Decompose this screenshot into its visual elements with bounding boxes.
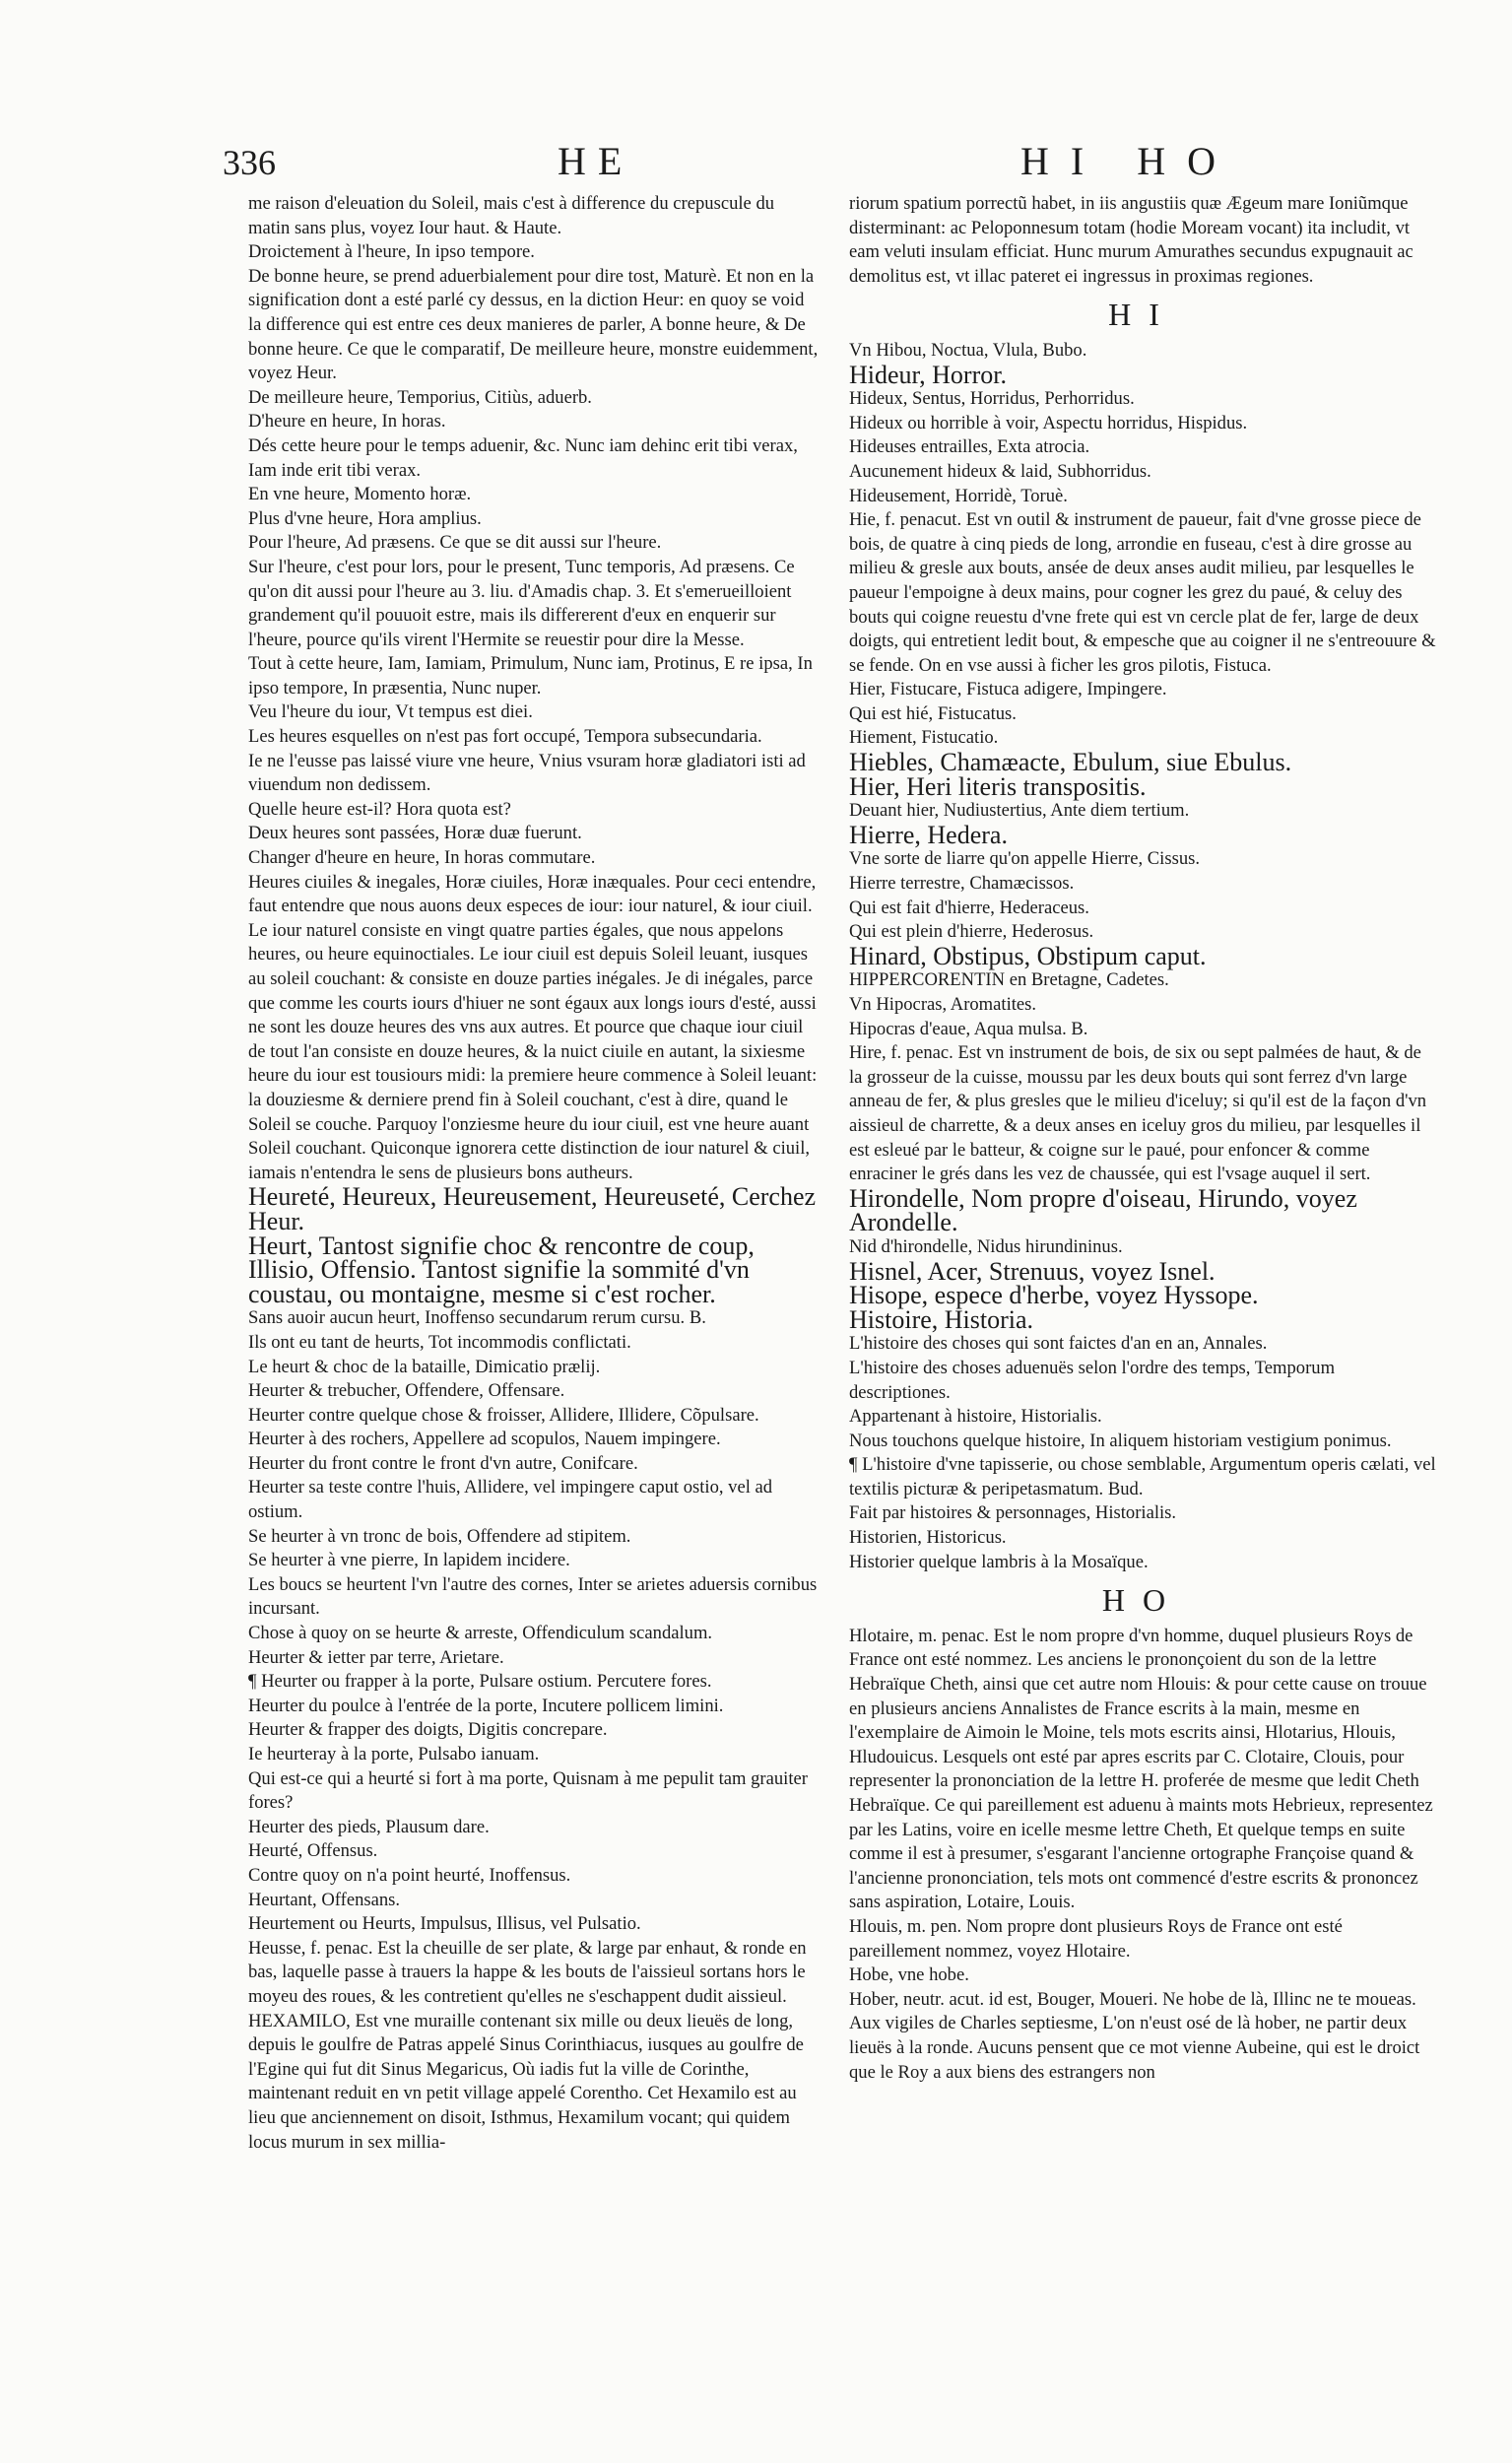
entry: Hideux, Sentus, Horridus, Perhorridus. <box>849 388 1135 410</box>
entry: Heurter des pieds, Plausum dare. <box>248 1816 490 1837</box>
entry-heading: Hideur, Horror. <box>849 360 1007 389</box>
entry: Changer d'heure en heure, In horas commutare. <box>248 847 596 869</box>
entry: Heurter & trebucher, Offendere, Offensare. <box>248 1380 565 1402</box>
entry: Quelle heure est-il? Hora quota est? <box>248 798 511 820</box>
running-head-left: HE <box>558 139 634 183</box>
entry-heading: Histoire, Historia. <box>849 1304 1034 1334</box>
entry: Hipocras d'eaue, Aqua mulsa. B. <box>849 1018 1088 1039</box>
entry: Appartenant à histoire, Historialis. <box>849 1406 1102 1428</box>
entry: Hlotaire, m. penac. Est le nom propre d'vn homme, duquel plusieurs Roys de France ont esté nommez. Les anciens le prononçoient du son de la lettre Hebraïque Cheth, ainsi que cet autre nom Hlouis: & pour cette cause on trouue en plusieurs anciens Annalistes de France escrits à la main, mesme en l'exemplaire de Aimoin le Moine, tels mots escrits ainsi, Hlotarius, Hlouis, Hludouicus. Lesquels ont esté par apres escrits par C. Clotaire, Clouis, pour representer la prononciation de la lettre H. proferée de mesme que ledit Cheth Hebraïque. Ce qui pareillement est aduenu à maints mots Hebrieux, representez par les Latins, voire en icelle mesme lettre Cheth, Et quelque temps en suite comme il est à presumer, s'esgarant l'ancienne ortographe Françoise quand & l'ancienne prononciation, tels mots ont commencé d'estre escrits & prononcez sans aspiration, Lotaire, Louis. <box>849 1625 1433 1913</box>
left-column <box>248 192 820 2155</box>
section-heading-hi: HI <box>1108 297 1177 333</box>
entry-heading: Hierre, Hedera. <box>849 820 1008 849</box>
entry: ¶ Heurter ou frapper à la porte, Pulsare ostium. Percutere fores. <box>248 1671 712 1693</box>
entry: Heures ciuiles & inegales, Horæ ciuiles, Horæ inæquales. Pour ceci entendre, faut entendre que nous auons deux especes de iour: iour naturel, & iour ciuil. Le iour naturel consiste en vingt quatre parties égales, que nous appelons heures, ou heure equinoctiales. Le iour ciuil est depuis Soleil leuant, iusques au soleil couchant: & consiste en douze parties inégales. Je di inégales, parce que comme les courts iours d'hiuer ne sont égaux aux longs iours d'esté, aussi ne sont les douze heures des vns aux autres. Et pource que chaque iour ciuil de tout l'an consiste en douze heures, & la nuict ciuile en autant, la sixiesme heure du iour est tousiours midi: la premiere heure commence à Soleil leuant: la douziesme & derniere prend fin à Soleil couchant, c'est à dire, quand le Soleil se couche. Parquoy l'onziesme heure du iour ciuil, est vne heure auant Soleil couchant. Quiconque ignorera cette distinction de iour naturel & ciuil, iamais n'entendra le sens de plusieurs bons autheurs. <box>248 871 818 1183</box>
entry: Dés cette heure pour le temps aduenir, &c. Nunc iam dehinc erit tibi verax, Iam inde erit tibi verax. <box>248 434 798 481</box>
entry: De bonne heure, se prend aduerbialement pour dire tost, Maturè. Et non en la signification dont a esté parlé cy dessus, en la diction Heur: en quoy se void la difference qui est entre ces deux manieres de parler, A bonne heure, & De bonne heure. Ce que le comparatif, De meilleure heure, monstre euidemment, voyez Heur. <box>248 265 819 384</box>
entry: Deuant hier, Nudiustertius, Ante diem tertium. <box>849 800 1190 822</box>
entry: Deux heures sont passées, Horæ duæ fuerunt. <box>248 823 582 844</box>
entry: Heurter à des rochers, Appellere ad scopulos, Nauem impingere. <box>248 1429 721 1450</box>
entry: Qui est plein d'hierre, Hederosus. <box>849 921 1094 943</box>
running-head-right: HI HO <box>1020 139 1237 183</box>
entry: Hier, Fistucare, Fistuca adigere, Impingere. <box>849 679 1167 700</box>
entry: Le heurt & choc de la bataille, Dimicatio prælij. <box>248 1356 601 1377</box>
entry: Heurter sa teste contre l'huis, Allidere, vel impingere caput ostio, vel ad ostium. <box>248 1477 773 1523</box>
entry: Se heurter à vn tronc de bois, Offendere ad stipitem. <box>248 1525 631 1547</box>
entry: Vn Hibou, Noctua, Vlula, Bubo. <box>849 339 1087 361</box>
entry-heading: Hisnel, Acer, Strenuus, voyez Isnel. <box>849 1256 1216 1286</box>
entry: Heurtement ou Heurts, Impulsus, Illisus, vel Pulsatio. <box>248 1913 641 1935</box>
entry: Qui est-ce qui a heurté si fort à ma porte, Quisnam à me pepulit tam grauiter fores? <box>248 1767 808 1814</box>
entry: Hire, f. penac. Est vn instrument de bois, de six ou sept palmées de haut, & de la grosseur de la cuisse, moussu par les deux bouts qui sont ferrez d'vn large anneau de fer, & plus gresles que le milieu d'iceluy; si qu'il est de la façon d'vn aissieul de charrette, & a deux anses en iceluy gros du milieu, par lesquelles il est esleué par le batteur, & coigne sur le paué, pour enfoncer & comme enraciner le grés dans les vez de chaussée, qui est l'vsage auquel il sert. <box>849 1042 1427 1185</box>
entry: L'histoire des choses qui sont faictes d'an en an, Annales. <box>849 1333 1268 1355</box>
entry: HEXAMILO, Est vne muraille contenant six mille ou deux lieuës de long, depuis le goulfre de Patras appelé Sinus Corinthiacus, iusques au goulfre de l'Egine qui fut dit Sinus Megaricus, Où iadis fut la ville de Corinthe, maintenant reduit en vn petit village appelé Corentho. Cet Hexamilo est au lieu que anciennement on disoit, Isthmus, Hexamilum vocant; qui quidem locus murum in sex millia- <box>248 2010 804 2153</box>
entry: Heurté, Offensus. <box>248 1840 378 1862</box>
entry-heading: Hirondelle, Nom propre d'oiseau, Hirundo, voyez Arondelle. <box>849 1183 1357 1237</box>
entry: Qui est hié, Fistucatus. <box>849 702 1017 724</box>
entry: Se heurter à vne pierre, In lapidem incidere. <box>248 1550 570 1571</box>
entry-continuation: riorum spatium porrectũ habet, in iis angustiis quæ Ægeum mare Ioniũmque disterminant: ac Peloponnesum totam (hodie Moream vocant) ita includit, vt eam veluti insulam efficiat. Hunc murum Amurathes secundus expugnauit ac demolitus est, vt illac pateret ei ingressus in proximas regiones. <box>849 193 1413 287</box>
entry: Nous touchons quelque histoire, In aliquem historiam vestigium ponimus. <box>849 1430 1392 1451</box>
entry-heading: Heureté, Heureux, Heureusement, Heureuseté, Cerchez Heur. <box>248 1182 817 1235</box>
entry: Vn Hipocras, Aromatites. <box>849 994 1037 1015</box>
entry: L'histoire des choses aduenuës selon l'ordre des temps, Temporum descriptiones. <box>849 1357 1336 1403</box>
entry: Sans auoir aucun heurt, Inoffenso secundarum rerum cursu. B. <box>248 1307 706 1329</box>
entry: Hierre terrestre, Chamæcissos. <box>849 873 1075 895</box>
entry: Droictement à l'heure, In ipso tempore. <box>248 241 535 263</box>
right-column <box>849 192 1436 2085</box>
entry-heading: Hier, Heri literis transpositis. <box>849 771 1147 801</box>
entry: Veu l'heure du iour, Vt tempus est diei. <box>248 701 533 723</box>
entry: Contre quoy on n'a point heurté, Inoffensus. <box>248 1864 571 1886</box>
page-number: 336 <box>223 143 276 182</box>
entry: Sur l'heure, c'est pour lors, pour le present, Tunc temporis, Ad præsens. Ce qu'on dit aussi pour l'heure au 3. liu. d'Amadis chap. 3. Et s'emerueilloient grandement qu'il pouuoit estre, mais ils differerent d'eux en enquerir sur l'heure, pource qu'ils virent l'Hermite se reuestir pour dire la Messe. <box>248 556 795 650</box>
entry: Hie, f. penacut. Est vn outil & instrument de paueur, fait d'vne grosse piece de bois, de quatre à cinq pieds de long, arrondie en fuseau, c'est à dire grosse au milieu & gresle aux bouts, ansée de deux anses audit milieu, par lesquelles le paueur l'empoigne à deux mains, pour cogner les grez du paué, & celuy des bouts qui coigne reuestu d'vne frete qui est vn cercle plat de fer, large de deux doigts, qui entretient ledit bout, & empesche que au coigner il ne s'entreouure & se fende. On en vse aussi à ficher les gros pilotis, Fistuca. <box>849 509 1436 676</box>
section-heading-ho: HO <box>1101 1582 1184 1619</box>
entry: HIPPERCORENTIN en Bretagne, Cadetes. <box>849 969 1169 991</box>
entry: Heurtant, Offensans. <box>248 1889 401 1910</box>
entry-heading: Hinard, Obstipus, Obstipum caput. <box>849 941 1207 970</box>
entry: Historier quelque lambris à la Mosaïque. <box>849 1551 1149 1572</box>
entry: Ie ne l'eusse pas laissé viure vne heure, Vnius vsuram horæ gladiatori isti ad viuendum non dedissem. <box>248 750 806 796</box>
entry: Nid d'hirondelle, Nidus hirundininus. <box>849 1235 1123 1257</box>
entry: Hlouis, m. pen. Nom propre dont plusieurs Roys de France ont esté pareillement nommez, voyez Hlotaire. <box>849 1915 1343 1962</box>
entry: Heurter du front contre le front d'vn autre, Conifcare. <box>248 1452 638 1474</box>
entry: me raison d'eleuation du Soleil, mais c'est à difference du crepuscule du matin sans plus, voyez Iour haut. & Haute. <box>248 193 775 238</box>
entry: Chose à quoy on se heurte & arreste, Offendiculum scandalum. <box>248 1623 713 1644</box>
entry: Heurter & ietter par terre, Arietare. <box>248 1646 504 1668</box>
entry: Heusse, f. penac. Est la cheuille de ser plate, & large par enhaut, & ronde en bas, laquelle passe à trauers la happe & les bouts de l'aissieul sortans hors le moyeu des roues, & les contretient qu'elles ne s'eschappent dudit aissieul. <box>248 1937 807 2007</box>
entry: Fait par histoires & personnages, Historialis. <box>849 1502 1177 1524</box>
entry: Aucunement hideux & laid, Subhorridus. <box>849 460 1151 482</box>
entry: Tout à cette heure, Iam, Iamiam, Primulum, Nunc iam, Protinus, E re ipsa, In ipso tempore, In præsentia, Nunc nuper. <box>248 653 813 699</box>
entry: Ie heurteray à la porte, Pulsabo ianuam. <box>248 1744 540 1764</box>
entry: Hiement, Fistucatio. <box>849 727 999 749</box>
entry: Hideux ou horrible à voir, Aspectu horridus, Hispidus. <box>849 412 1248 433</box>
entry: Heurter contre quelque chose & froisser, Allidere, Illidere, Cõpulsare. <box>248 1404 759 1426</box>
entry: Qui est fait d'hierre, Hederaceus. <box>849 897 1089 918</box>
entry: De meilleure heure, Temporius, Citiùs, aduerb. <box>248 386 592 408</box>
entry: Les heures esquelles on n'est pas fort occupé, Tempora subsecundaria. <box>248 726 762 748</box>
entry: ¶ L'histoire d'vne tapisserie, ou chose semblable, Argumentum operis cælati, vel textilis picturæ & peripetasmatum. Bud. <box>849 1454 1436 1499</box>
entry: Hideuses entrailles, Exta atrocia. <box>849 436 1090 458</box>
entry: Hober, neutr. acut. id est, Bouger, Moueri. Ne hobe de là, Illinc ne te moueas. Aux vigiles de Charles septiesme, L'on n'eust osé de là hober, ne partir deux lieuës à la ronde. Aucuns pensent que ce mot vienne Aubeine, qui est le droict que le Roy a aux biens des estrangers non <box>849 1988 1420 2083</box>
entry: Plus d'vne heure, Hora amplius. <box>248 507 482 529</box>
entry: Heurter du poulce à l'entrée de la porte, Incutere pollicem limini. <box>248 1695 724 1716</box>
entry: Ils ont eu tant de heurts, Tot incommodis conflictati. <box>248 1331 631 1353</box>
entry: Vne sorte de liarre qu'on appelle Hierre, Cissus. <box>849 848 1201 870</box>
entry: En vne heure, Momento horæ. <box>248 484 472 505</box>
page-header <box>0 138 1512 197</box>
entry-heading: Hiebles, Chamæacte, Ebulum, siue Ebulus. <box>849 748 1292 777</box>
entry: Hobe, vne hobe. <box>849 1964 969 1986</box>
entry: Heurter & frapper des doigts, Digitis concrepare. <box>248 1719 608 1741</box>
entry: D'heure en heure, In horas. <box>248 411 446 433</box>
entry: Les boucs se heurtent l'vn l'autre des cornes, Inter se arietes aduersis cornibus incursant. <box>248 1573 818 1620</box>
entry-heading: Heurt, Tantost signifie choc & rencontre de coup, Illisio, Offensio. Tantost signifie la sommité d'vn coustau, ou montaigne, mesme si c'est rocher. <box>248 1231 755 1308</box>
entry: Historien, Historicus. <box>849 1527 1007 1549</box>
entry: Hideusement, Horridè, Toruè. <box>849 485 1068 506</box>
entry-heading: Hisope, espece d'herbe, voyez Hyssope. <box>849 1281 1259 1310</box>
entry: Pour l'heure, Ad præsens. Ce que se dit aussi sur l'heure. <box>248 532 662 554</box>
